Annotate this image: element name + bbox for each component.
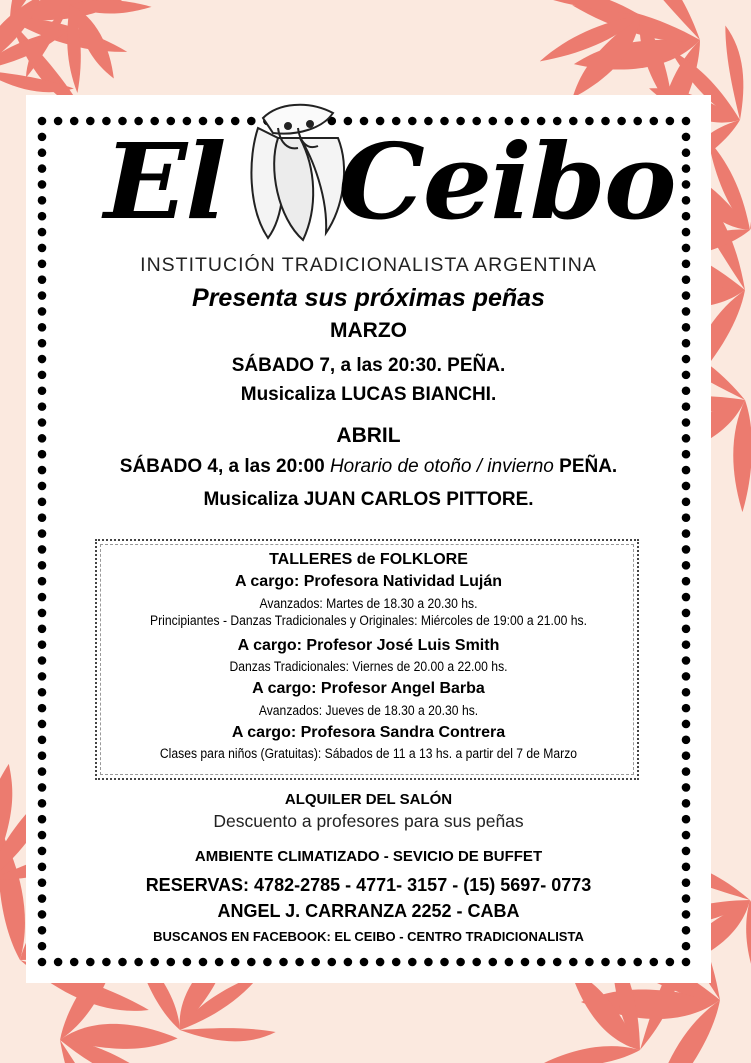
frame-dot [70,958,79,967]
frame-dot [650,958,659,967]
frame-dot [86,117,95,126]
frame-dot [440,958,449,967]
april-date-schedule: Horario de otoño / invierno [329,456,554,477]
class-schedule: Principiantes - Danzas Tradicionales y Originales: Miércoles de 19:00 a 21.00 hs. [150,613,587,628]
frame-dot [682,624,691,633]
ambience-line: AMBIENTE CLIMATIZADO - SEVICIO DE BUFFET [194,848,543,865]
frame-dot [38,751,47,760]
class-schedule: Avanzados: Martes de 18.30 a 20.30 hs. [259,596,478,611]
address-line: ANGEL J. CARRANZA 2252 - CABA [217,901,520,921]
frame-dot [682,117,691,126]
frame-dot [682,228,691,237]
class-schedule: Clases para niños (Gratuitas): Sábados de 11 a 13 hs. a partir del 7 de Marzo [159,746,578,761]
frame-dot [408,958,417,967]
frame-dot [682,529,691,538]
frame-dot [505,958,514,967]
frame-dot [682,656,691,665]
frame-dot [682,164,691,173]
frame-dot [553,958,562,967]
frame-dot [247,958,256,967]
frame-dot [311,958,320,967]
workshops-heading: TALLERES de FOLKLORE [269,551,468,568]
frame-dot [682,513,691,522]
frame-dot [360,958,369,967]
april-date-bold: SÁBADO 4, a las 20:00 [119,456,325,477]
frame-dot [38,513,47,522]
frame-dot [102,958,111,967]
frame-dot [682,196,691,205]
class-schedule: Danzas Tradicionales: Viernes de 20.00 a 22.00 hs. [229,659,508,674]
april-music: Musicaliza JUAN CARLOS PITTORE. [203,489,534,510]
frame-dot [682,244,691,253]
frame-dot [38,164,47,173]
frame-dot [38,228,47,237]
frame-dot [682,704,691,713]
frame-dot [38,196,47,205]
frame-dot [38,958,47,967]
frame-dot [38,767,47,776]
frame-dot [38,609,47,618]
frame-dot [118,958,127,967]
reservations-line: RESERVAS: 4782-2785 - 4771- 3157 - (15) 5697- 0773 [145,875,592,895]
frame-dot [601,958,610,967]
frame-dot [682,609,691,618]
frame-dot [167,958,176,967]
frame-dot [54,117,63,126]
march-music: Musicaliza LUCAS BIANCHI. [240,384,497,405]
frame-dot [682,148,691,157]
frame-dot [231,958,240,967]
frame-dot [38,624,47,633]
frame-dot [569,958,578,967]
frame-dot [537,958,546,967]
frame-dot [585,958,594,967]
frame-dot [392,958,401,967]
frame-dot [199,958,208,967]
frame-dot [682,593,691,602]
teacher-name: A cargo: Profesor José Luis Smith [237,637,500,654]
frame-dot [617,958,626,967]
frame-dot [38,212,47,221]
frame-dot [38,831,47,840]
march-date: SÁBADO 7, a las 20:30. PEÑA. [231,355,506,376]
frame-dot [38,133,47,142]
frame-dot [38,148,47,157]
frame-dot [38,593,47,602]
frame-dot [682,958,691,967]
april-date-end: PEÑA. [559,456,618,477]
frame-dot [215,958,224,967]
frame-dot [263,958,272,967]
frame-dot [489,958,498,967]
frame-dot [682,831,691,840]
frame-dot [70,117,79,126]
frame-dot [344,958,353,967]
frame-dot [279,958,288,967]
title-ceibo: Ceibo [338,120,675,243]
title-el: El [104,120,225,243]
frame-dot [38,117,47,126]
teacher-name: A cargo: Profesora Natividad Luján [234,573,502,590]
presents-heading: Presenta sus próximas peñas [192,284,545,312]
frame-dot [134,958,143,967]
frame-dot [183,958,192,967]
frame-dot [682,212,691,221]
april-heading: ABRIL [336,424,401,447]
teacher-name: A cargo: Profesor Angel Barba [252,680,485,697]
rental-discount: Descuento a profesores para sus peñas [213,811,524,831]
frame-dot [682,767,691,776]
institution-subtitle: INSTITUCIÓN TRADICIONALISTA ARGENTINA [140,254,597,276]
frame-dot [38,656,47,665]
rental-heading: ALQUILER DEL SALÓN [284,791,453,808]
frame-dot [38,180,47,189]
teacher-name: A cargo: Profesora Sandra Contrera [231,724,506,741]
frame-dot [682,751,691,760]
frame-dot [472,958,481,967]
frame-dot [38,529,47,538]
frame-dot [86,958,95,967]
frame-dot [54,958,63,967]
frame-dot [328,958,337,967]
frame-dot [666,958,675,967]
frame-dot [38,244,47,253]
frame-dot [456,958,465,967]
frame-dot [38,704,47,713]
frame-dot [521,958,530,967]
frame-dot [150,958,159,967]
frame-dot [633,958,642,967]
april-date [26,456,711,478]
frame-dot [682,133,691,142]
class-schedule: Avanzados: Jueves de 18.30 a 20.30 hs. [258,703,479,718]
frame-dot [376,958,385,967]
facebook-line: BUSCANOS EN FACEBOOK: EL CEIBO - CENTRO TRADICIONALISTA [153,929,584,944]
frame-dot [682,180,691,189]
march-heading: MARZO [330,319,407,342]
frame-dot [295,958,304,967]
frame-dot [424,958,433,967]
